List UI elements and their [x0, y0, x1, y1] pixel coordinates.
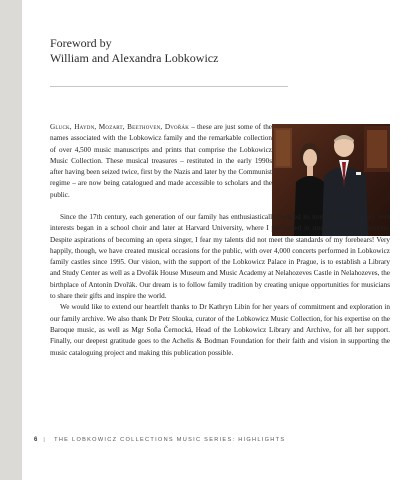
- page-footer: [34, 437, 394, 443]
- page-edge-band: [0, 0, 22, 480]
- paragraph-2: Since the 17th century, each generation of our family has enthusiastically pursued its musical passions. My own interests began in a school choir and later at Harvard University, where I performed in student opera productions. Despite aspirations of becoming an opera singer, I fear my talents did not meet the standards of my forebears! Very happily, though, we have created musical occasions for the public, with over 4,000 concerts performed in Lobkowicz family castles since 1995. Our vision, with the support of the Lobkowicz Palace in Prague, is to establish a Library and Study Center as well as a Dvořák House Museum and Music Academy at Nelahozeves Castle in Nelahozeves, the birthplace of Antonín Dvořák. Our dream is to follow family tradition by creating unique opportunities for musicians to share their gifts and inspire the world.: [50, 213, 390, 301]
- paragraph-1-text: – these are just some of the names associated with the Lobkowicz family and the remarkable collection of over 4,500 music manuscripts and prints that comprise the Lobkowicz Music Collection. These musical treasures – restituted in the early 1990s after having been seized twice, first by the Nazis and later by the Communist regime – are now being catalogued and made accessible to scholars and the public.: [50, 123, 272, 199]
- page-number: 6: [34, 437, 38, 443]
- series-title: THE LOBKOWICZ COLLECTIONS MUSIC SERIES: HIGHLIGHTS: [54, 437, 286, 443]
- title-line-2: William and Alexandra Lobkowicz: [50, 51, 219, 65]
- footer-separator: |: [43, 437, 47, 443]
- composer-names: Gluck, Haydn, Mozart, Beethoven, Dvořák: [50, 123, 190, 131]
- title-line-1: Foreword by: [50, 36, 112, 50]
- paragraph-3: We would like to extend our heartfelt thanks to Dr Kathryn Libin for her years of commitment and exploration in our family archive. We also thank Dr Petr Slouka, curator of the Lobkowicz Music Collection, for his expertise on the Baroque music, as well as Mgr Soňa Černocká, Head of the Lobkowicz Library and Archive, for all her support. Finally, our deepest gratitude goes to the Achelis & Bodman Foundation for their faith and vision in supporting the music cataloguing project and making this publication possible.: [50, 303, 390, 357]
- title-divider: [50, 86, 288, 87]
- foreword-body-continued: [50, 212, 390, 359]
- foreword-body: [50, 122, 272, 201]
- page-title: [50, 36, 290, 66]
- paragraph-1: [50, 122, 272, 201]
